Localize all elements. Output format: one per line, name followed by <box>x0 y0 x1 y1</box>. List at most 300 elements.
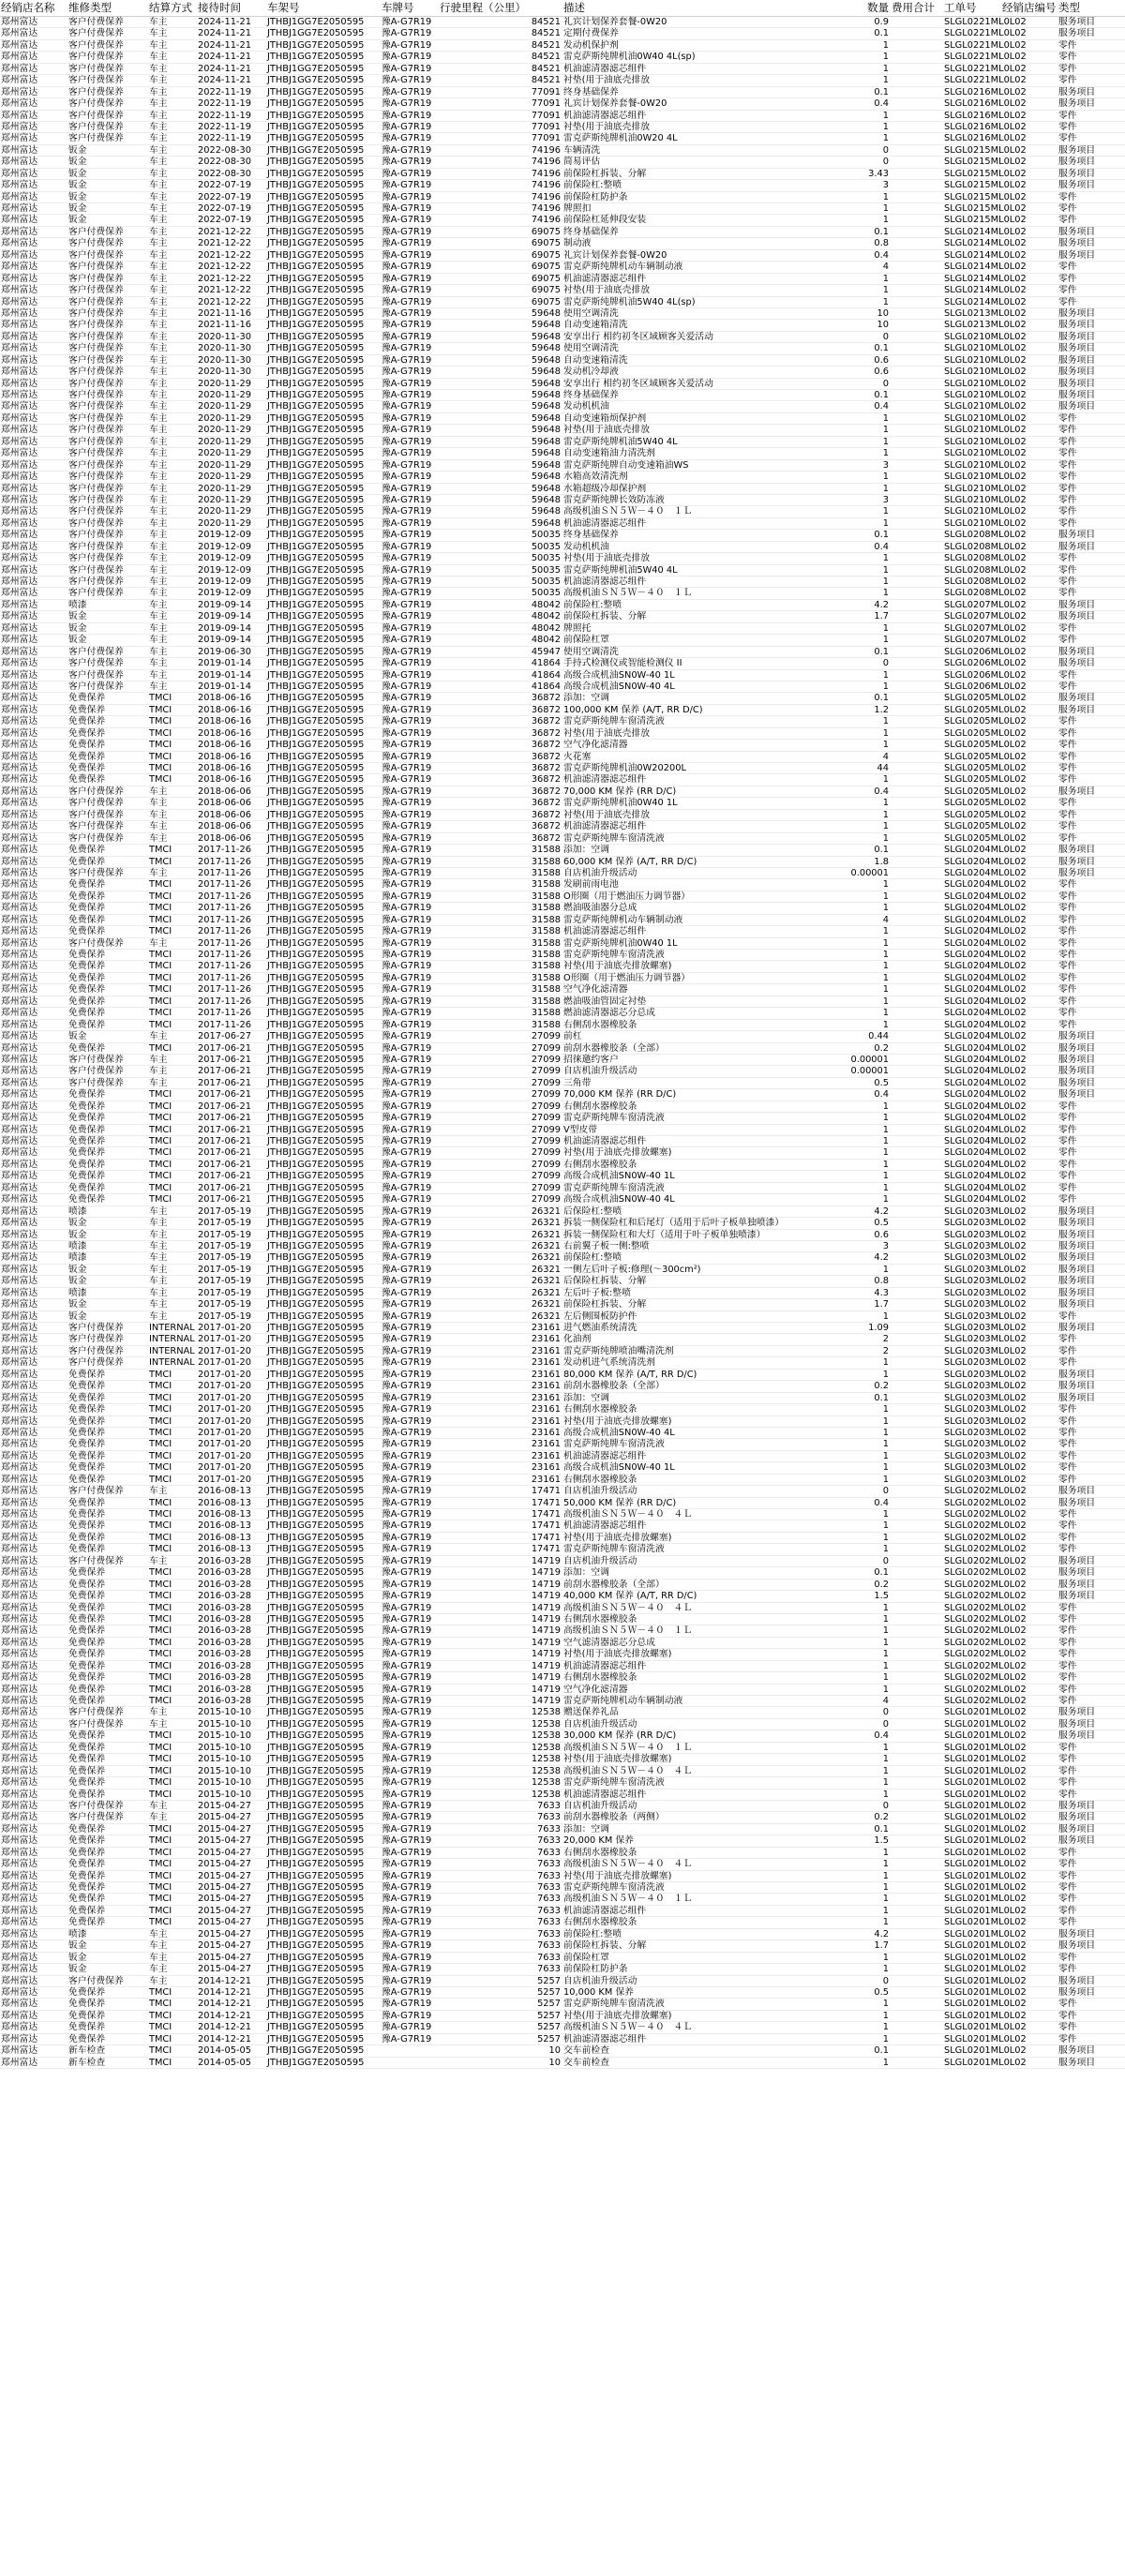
table-cell: 2022-08-30 <box>198 157 251 168</box>
table-cell <box>891 52 943 62</box>
table-cell: JTHBJ1GG7E2050595 <box>267 1520 365 1532</box>
table-cell: 豫A-G7R19 <box>382 1917 432 1928</box>
table-cell: 1 <box>882 39 889 51</box>
table-cell: 豫A-G7R19 <box>382 1323 432 1333</box>
table-cell: 衬垫(用于油底壳排放螺塞) <box>563 1870 672 1881</box>
table-cell: 27099 <box>531 1124 561 1135</box>
table-cell <box>891 1381 943 1391</box>
table-cell <box>1001 1357 1058 1368</box>
table-cell: 零件 <box>1058 809 1077 820</box>
table-cell: 免费保养 <box>68 1660 106 1671</box>
table-cell <box>891 752 943 762</box>
table-cell: 零件 <box>1058 1404 1077 1415</box>
table-cell: SLGL0203ML0L02 <box>944 1229 1027 1240</box>
table-cell: SLGL0205ML0L02 <box>944 763 1027 773</box>
table-cell: 一侧左后叶子板:修理(～300cm²) <box>563 1264 701 1275</box>
table-cell: 车主 <box>149 658 168 669</box>
table-row <box>0 506 1125 517</box>
table-cell: TMCI <box>149 1637 172 1648</box>
table-cell: 2020-11-29 <box>198 506 251 517</box>
table-cell: 2015-04-27 <box>198 1917 251 1928</box>
table-cell: 机油滤清器滤芯组件 <box>563 273 647 284</box>
table-cell: 前保险杠防护条 <box>563 191 628 202</box>
table-cell: JTHBJ1GG7E2050595 <box>267 1042 365 1054</box>
table-cell: 豫A-G7R19 <box>382 144 432 156</box>
table-cell: 0.6 <box>874 1229 889 1240</box>
table-cell: 免费保养 <box>68 1544 106 1555</box>
table-cell: JTHBJ1GG7E2050595 <box>267 635 365 646</box>
table-row <box>0 1940 1125 1952</box>
table-cell: 0.1 <box>874 530 889 541</box>
table-row <box>0 879 1125 891</box>
table-cell: 10,000 KM 保养 <box>563 1986 634 1998</box>
table-cell <box>891 1894 943 1904</box>
table-cell: 免费保养 <box>68 1450 106 1461</box>
table-cell: 14719 <box>531 1602 561 1613</box>
table-cell <box>891 798 943 808</box>
table-cell: 31588 <box>531 867 561 878</box>
table-cell: 衬垫(用于油底壳排放螺塞) <box>563 1754 672 1765</box>
table-cell: 右侧刮水器橡胶条 <box>563 1404 638 1415</box>
table-cell: 2020-11-29 <box>198 390 251 400</box>
table-cell <box>1001 17 1058 27</box>
table-cell: SLGL0205ML0L02 <box>944 786 1027 797</box>
table-cell <box>891 845 943 855</box>
table-cell: 12538 <box>531 1789 561 1800</box>
table-cell: 7633 <box>537 1870 561 1881</box>
table-cell: 免费保养 <box>68 1835 106 1847</box>
table-cell: 零件 <box>1058 494 1077 505</box>
table-cell: 77091 <box>531 110 561 121</box>
table-cell: 豫A-G7R19 <box>382 1696 432 1706</box>
table-cell: SLGL0203ML0L02 <box>944 1206 1027 1217</box>
table-cell: 免费保养 <box>68 727 106 739</box>
table-cell: 拆装一侧保险杠和后尾灯（适用于后叶子板单独喷漆） <box>563 1218 785 1229</box>
table-cell <box>891 250 943 261</box>
table-cell: 36872 <box>531 798 561 809</box>
table-cell: 0.9 <box>874 17 889 27</box>
table-cell: 豫A-G7R19 <box>382 1742 432 1753</box>
table-cell: 0.1 <box>874 2045 889 2057</box>
table-cell: SLGL0201ML0L02 <box>944 1928 1027 1939</box>
table-cell: 郑州富达 <box>1 2045 38 2057</box>
table-cell: SLGL0204ML0L02 <box>944 867 1027 878</box>
table-cell: 郑州富达 <box>1 1427 38 1438</box>
table-cell: 17471 <box>531 1520 561 1532</box>
table-cell: 零件 <box>1058 1520 1077 1532</box>
table-cell: SLGL0201ML0L02 <box>944 1882 1027 1893</box>
table-cell <box>1001 460 1058 471</box>
table-cell: 1 <box>882 1859 889 1870</box>
table-cell <box>1001 1252 1058 1263</box>
table-cell: JTHBJ1GG7E2050595 <box>267 1066 365 1077</box>
table-cell <box>1001 1147 1058 1158</box>
table-cell <box>1001 2034 1058 2044</box>
table-cell: JTHBJ1GG7E2050595 <box>267 1101 365 1112</box>
table-cell: 2017-01-20 <box>198 1323 251 1333</box>
table-cell: JTHBJ1GG7E2050595 <box>267 856 365 867</box>
table-cell: 74196 <box>531 144 561 156</box>
table-cell <box>891 926 943 936</box>
table-cell: JTHBJ1GG7E2050595 <box>267 1847 365 1858</box>
table-cell: 2019-12-09 <box>198 564 251 576</box>
table-cell <box>891 1906 943 1916</box>
table-cell: 2016-03-28 <box>198 1613 251 1625</box>
table-cell: TMCI <box>149 1870 172 1881</box>
table-cell: 0.5 <box>874 1077 889 1088</box>
table-cell: TMCI <box>149 1567 172 1579</box>
table-cell: 雷克萨斯纯牌车窗清洗液 <box>563 1882 665 1893</box>
table-cell: 客户付费保养 <box>68 564 124 576</box>
table-cell: 郑州富达 <box>1 378 38 389</box>
table-cell <box>1001 681 1058 692</box>
table-cell: SLGL0208ML0L02 <box>944 553 1027 564</box>
table-cell <box>891 1288 943 1298</box>
table-cell <box>1001 111 1058 121</box>
table-cell: 50035 <box>531 553 561 564</box>
table-cell: JTHBJ1GG7E2050595 <box>267 1917 365 1928</box>
table-cell <box>891 1370 943 1380</box>
table-cell <box>891 1766 943 1776</box>
table-cell: 59648 <box>531 412 561 424</box>
table-cell: 2015-04-27 <box>198 1859 251 1870</box>
table-cell: 23161 <box>531 1474 561 1485</box>
table-cell: JTHBJ1GG7E2050595 <box>267 1124 365 1135</box>
table-cell: 1 <box>882 1602 889 1613</box>
table-cell: 豫A-G7R19 <box>382 1555 432 1566</box>
table-cell: 59648 <box>531 517 561 529</box>
table-cell: JTHBJ1GG7E2050595 <box>267 17 365 27</box>
table-cell <box>891 1567 943 1578</box>
table-cell: 服务项目 <box>1058 238 1096 249</box>
table-cell: 2017-01-20 <box>198 1415 251 1427</box>
table-cell: JTHBJ1GG7E2050595 <box>267 1369 365 1380</box>
table-row <box>0 1136 1125 1147</box>
table-cell: 77091 <box>531 86 561 97</box>
table-cell: 2014-12-21 <box>198 1999 251 2010</box>
table-cell: 豫A-G7R19 <box>382 1089 432 1101</box>
table-cell: 服务项目 <box>1058 646 1096 657</box>
table-cell: 服务项目 <box>1058 1591 1096 1602</box>
table-cell: 郑州富达 <box>1 763 38 773</box>
table-cell: 零件 <box>1058 203 1077 214</box>
table-cell: JTHBJ1GG7E2050595 <box>267 1089 365 1101</box>
table-cell: 郑州富达 <box>1 425 38 436</box>
table-cell: 豫A-G7R19 <box>382 506 432 517</box>
table-cell: SLGL0204ML0L02 <box>944 891 1027 902</box>
table-cell <box>891 308 943 319</box>
table-cell: JTHBJ1GG7E2050595 <box>267 1252 365 1264</box>
table-cell: 服务项目 <box>1058 1835 1096 1847</box>
table-cell: 手持式检测仪或智能检测仪 II <box>563 658 682 669</box>
table-cell: 7633 <box>537 1812 561 1823</box>
table-cell: 钣金 <box>68 203 87 214</box>
table-cell <box>1001 728 1058 739</box>
table-cell: 零件 <box>1058 635 1077 646</box>
table-cell <box>891 379 943 389</box>
table-cell: 豫A-G7R19 <box>382 2022 432 2033</box>
table-cell: JTHBJ1GG7E2050595 <box>267 1392 365 1403</box>
table-cell: 郑州富达 <box>1 1986 38 1998</box>
table-cell: 2020-11-29 <box>198 412 251 424</box>
table-row <box>0 1404 1125 1415</box>
table-cell: SLGL0201ML0L02 <box>944 1952 1027 1963</box>
table-cell: 服务项目 <box>1058 1730 1096 1742</box>
table-cell: JTHBJ1GG7E2050595 <box>267 63 365 74</box>
table-cell: 26321 <box>531 1299 561 1310</box>
table-cell: 零件 <box>1058 774 1077 786</box>
table-cell: JTHBJ1GG7E2050595 <box>267 1649 365 1660</box>
table-cell: 豫A-G7R19 <box>382 1159 432 1170</box>
table-cell <box>891 2058 943 2068</box>
table-cell: JTHBJ1GG7E2050595 <box>267 1940 365 1952</box>
table-cell: TMCI <box>149 1999 172 2010</box>
table-cell: 2019-09-14 <box>198 611 251 622</box>
table-cell: 豫A-G7R19 <box>382 1252 432 1264</box>
table-cell: SLGL0201ML0L02 <box>944 1905 1027 1916</box>
table-cell <box>891 1323 943 1333</box>
table-cell: 郑州富达 <box>1 1276 38 1287</box>
table-cell: 豫A-G7R19 <box>382 1392 432 1403</box>
table-cell: 郑州富达 <box>1 1171 38 1182</box>
table-cell: 零件 <box>1058 1474 1077 1485</box>
table-cell: TMCI <box>149 1625 172 1637</box>
table-cell: 2 <box>882 1345 889 1356</box>
table-cell: 豫A-G7R19 <box>382 249 432 261</box>
table-cell <box>891 1719 943 1730</box>
table-cell: SLGL0221ML0L02 <box>944 28 1027 39</box>
table-cell: 客户付费保养 <box>68 681 124 692</box>
table-cell: 水箱高效清洗剂 <box>563 472 628 483</box>
table-cell: 免费保养 <box>68 1369 106 1380</box>
table-cell: SLGL0204ML0L02 <box>944 1031 1027 1042</box>
table-row <box>0 1906 1125 1917</box>
table-cell: 使用空调清洗 <box>563 343 619 354</box>
table-cell: 豫A-G7R19 <box>382 1229 432 1240</box>
table-cell: TMCI <box>149 716 172 727</box>
table-cell: 1 <box>882 1777 889 1789</box>
table-row <box>0 379 1125 390</box>
table-cell: 免费保养 <box>68 751 106 762</box>
table-cell: SLGL0210ML0L02 <box>944 378 1027 389</box>
table-cell: 2022-11-19 <box>198 98 251 110</box>
table-cell: 23161 <box>531 1404 561 1415</box>
table-cell: SLGL0206ML0L02 <box>944 658 1027 669</box>
table-cell: 郑州富达 <box>1 658 38 669</box>
table-cell <box>1001 1113 1058 1123</box>
table-cell: 免费保养 <box>68 1742 106 1753</box>
table-cell <box>1001 1299 1058 1310</box>
table-cell: 郑州富达 <box>1 1089 38 1101</box>
table-cell <box>891 1591 943 1601</box>
table-cell: 50035 <box>531 588 561 599</box>
table-cell: 钣金 <box>68 144 87 156</box>
table-cell: JTHBJ1GG7E2050595 <box>267 1625 365 1637</box>
table-cell: 7633 <box>537 1952 561 1963</box>
table-cell <box>1001 1194 1058 1205</box>
table-cell: 郑州富达 <box>1 1905 38 1916</box>
table-cell: 豫A-G7R19 <box>382 1276 432 1287</box>
table-cell: SLGL0203ML0L02 <box>944 1427 1027 1438</box>
table-cell: 74196 <box>531 157 561 168</box>
table-cell: 郑州富达 <box>1 1124 38 1135</box>
table-cell: JTHBJ1GG7E2050595 <box>267 191 365 202</box>
table-cell: 4.2 <box>874 599 889 610</box>
table-cell: 77091 <box>531 121 561 132</box>
table-cell: JTHBJ1GG7E2050595 <box>267 914 365 925</box>
table-cell: 车主 <box>149 681 168 692</box>
table-row <box>0 1428 1125 1439</box>
table-cell: 郑州富达 <box>1 39 38 51</box>
table-cell: 车主 <box>149 599 168 610</box>
table-cell: 零件 <box>1058 1019 1077 1030</box>
table-row <box>0 623 1125 635</box>
table-cell: 右侧刮水器橡胶条 <box>563 1474 638 1485</box>
table-row <box>0 845 1125 856</box>
table-cell: 26321 <box>531 1229 561 1240</box>
table-cell: 1 <box>882 517 889 529</box>
table-cell: 郑州富达 <box>1 564 38 576</box>
table-cell: 豫A-G7R19 <box>382 774 432 786</box>
table-cell: 2019-12-09 <box>198 588 251 599</box>
table-cell: 2014-05-05 <box>198 2045 251 2057</box>
table-cell: TMCI <box>149 1859 172 1870</box>
table-cell: 零件 <box>1058 1602 1077 1613</box>
table-row <box>0 984 1125 996</box>
table-cell: 郑州富达 <box>1 1357 38 1369</box>
table-row <box>0 740 1125 751</box>
table-cell: 钣金 <box>68 622 87 634</box>
table-cell: 1.7 <box>874 611 889 622</box>
table-cell: 右侧刮水器橡胶条 <box>563 1672 638 1684</box>
table-cell: JTHBJ1GG7E2050595 <box>267 1567 365 1579</box>
table-cell: 1 <box>882 821 889 832</box>
table-cell: 1 <box>882 740 889 751</box>
table-cell: 喷漆 <box>68 1287 87 1298</box>
table-cell: TMCI <box>149 1019 172 1030</box>
table-cell: 免费保养 <box>68 1730 106 1742</box>
table-row <box>0 1625 1125 1637</box>
table-cell: 23161 <box>531 1415 561 1427</box>
table-cell: 豫A-G7R19 <box>382 1800 432 1811</box>
table-cell: 零件 <box>1058 1509 1077 1520</box>
table-cell: SLGL0201ML0L02 <box>944 2010 1027 2021</box>
table-cell: 客户付费保养 <box>68 238 124 249</box>
table-cell: SLGL0201ML0L02 <box>944 1765 1027 1776</box>
table-cell: SLGL0204ML0L02 <box>944 1159 1027 1170</box>
table-cell <box>1001 484 1058 494</box>
table-cell: JTHBJ1GG7E2050595 <box>267 1754 365 1765</box>
table-cell: 26321 <box>531 1240 561 1251</box>
table-cell: 郑州富达 <box>1 1381 38 1392</box>
table-cell <box>891 1696 943 1706</box>
table-cell: 2021-12-22 <box>198 238 251 249</box>
table-cell: 零件 <box>1058 937 1077 949</box>
table-cell: SLGL0221ML0L02 <box>944 75 1027 86</box>
table-row <box>0 343 1125 354</box>
table-cell: 免费保养 <box>68 1147 106 1159</box>
table-cell: 2018-06-16 <box>198 740 251 751</box>
table-cell <box>891 145 943 156</box>
table-cell: 免费保养 <box>68 1894 106 1905</box>
table-cell: 2022-07-19 <box>198 180 251 191</box>
table-cell: 豫A-G7R19 <box>382 1637 432 1648</box>
table-cell: JTHBJ1GG7E2050595 <box>267 1800 365 1811</box>
table-cell: 郑州富达 <box>1 1567 38 1579</box>
table-cell: 2017-11-26 <box>198 1008 251 1019</box>
table-cell: 郑州富达 <box>1 1031 38 1042</box>
table-cell <box>1001 1370 1058 1380</box>
table-cell: JTHBJ1GG7E2050595 <box>267 1427 365 1438</box>
table-cell <box>891 1848 943 1858</box>
table-cell <box>891 1125 943 1135</box>
table-cell: 1 <box>882 1182 889 1193</box>
table-cell: 郑州富达 <box>1 285 38 296</box>
table-cell: 2019-06-30 <box>198 646 251 657</box>
table-row <box>0 297 1125 308</box>
table-cell: 1 <box>882 121 889 132</box>
table-cell: 零件 <box>1058 1194 1077 1206</box>
table-cell: TMCI <box>149 2022 172 2033</box>
table-row <box>0 1777 1125 1789</box>
table-cell: 2017-01-20 <box>198 1404 251 1415</box>
table-cell: SLGL0202ML0L02 <box>944 1684 1027 1695</box>
table-cell: 客户付费保养 <box>68 553 124 564</box>
table-cell: TMCI <box>149 879 172 891</box>
table-cell: 2017-06-21 <box>198 1182 251 1193</box>
table-cell <box>891 227 943 237</box>
table-cell: 豫A-G7R19 <box>382 1509 432 1520</box>
table-cell: 服务项目 <box>1058 390 1096 400</box>
table-cell: 服务项目 <box>1058 307 1096 319</box>
table-cell: 高级机油ＳＮ５Ｗ－４０ １Ｌ <box>563 1742 693 1753</box>
column-header: 数量 <box>867 1 889 14</box>
table-cell: 服务项目 <box>1058 1800 1096 1811</box>
table-cell <box>891 1707 943 1717</box>
table-cell: 2016-03-28 <box>198 1672 251 1684</box>
table-cell: JTHBJ1GG7E2050595 <box>267 436 365 447</box>
table-cell: JTHBJ1GG7E2050595 <box>267 798 365 809</box>
table-row <box>0 2011 1125 2022</box>
table-cell: 礼宾计划保养套餐-0W20 <box>563 249 668 261</box>
table-cell <box>891 903 943 913</box>
table-cell: 2017-06-21 <box>198 1159 251 1170</box>
table-cell: 豫A-G7R19 <box>382 1823 432 1835</box>
table-cell: 郑州富达 <box>1 1928 38 1939</box>
table-cell: 机油滤清器滤芯组件 <box>563 774 647 786</box>
table-cell <box>1001 915 1058 925</box>
table-cell: 自动变速箱清洗 <box>563 354 628 366</box>
table-cell: 44 <box>877 763 889 773</box>
table-cell: SLGL0207ML0L02 <box>944 611 1027 622</box>
table-row <box>0 1917 1125 1928</box>
table-cell: SLGL0204ML0L02 <box>944 1054 1027 1065</box>
table-cell: 31588 <box>531 926 561 937</box>
table-cell <box>891 87 943 97</box>
table-row <box>0 285 1125 296</box>
table-cell: 客户付费保养 <box>68 331 124 342</box>
table-cell: 免费保养 <box>68 1579 106 1590</box>
table-cell: 1 <box>882 1008 889 1019</box>
table-cell: JTHBJ1GG7E2050595 <box>267 133 365 144</box>
table-cell: 车主 <box>149 331 168 342</box>
table-cell: 车主 <box>149 157 168 168</box>
table-cell: 2019-01-14 <box>198 681 251 692</box>
table-cell: JTHBJ1GG7E2050595 <box>267 1986 365 1998</box>
table-cell <box>891 681 943 692</box>
table-cell: TMCI <box>149 926 172 937</box>
table-cell: 车主 <box>149 28 168 39</box>
